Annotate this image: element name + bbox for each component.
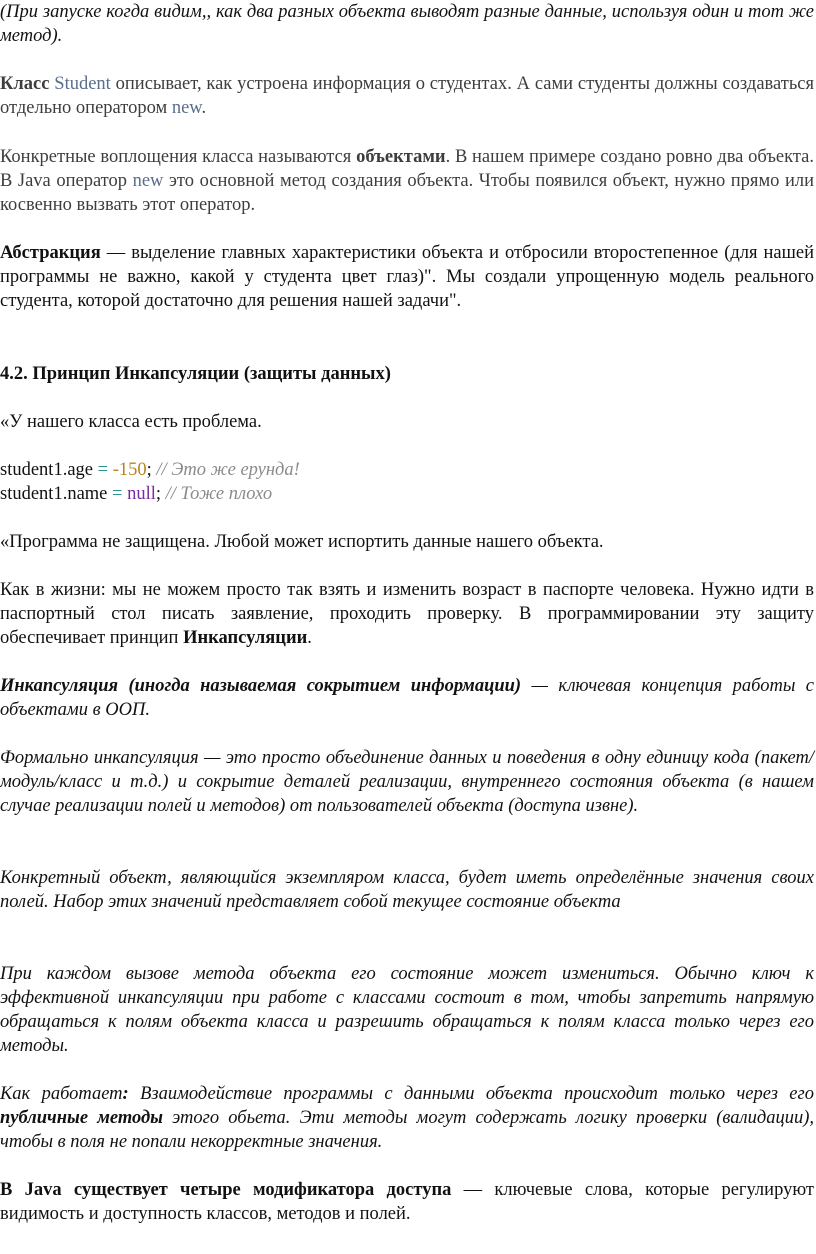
code-operator: =	[93, 460, 113, 480]
code-line-name	[0, 482, 300, 506]
objects-text-3: это основной метод создания объекта. Чтобы появился объект, нужно прямо или косвенно вызвать этот оператор.	[0, 171, 814, 215]
code-value-keyword: null	[127, 484, 156, 504]
abstraction-paragraph	[0, 241, 814, 313]
public-methods-term: публичные методы	[0, 1108, 164, 1128]
abstraction-text: — выделение главных характеристики объекта и отбросили второстепенное (для нашей программы не важно, какой у студента цвет глаз)". Мы создали упрощенную модель реального студента, которой достаточно для решения нашей задачи".	[0, 243, 814, 311]
code-field: .name	[62, 484, 108, 504]
how-it-works-text-2: этого обьета. Эти методы могут содержать логику проверки (валидации), чтобы в поля не попали некорректные значения.	[0, 1108, 815, 1152]
code-comment: // Это же ерунда!	[151, 460, 300, 480]
formal-paragraph: Формально инкапсуляция — это просто объединение данных и поведения в одну единицу кода (пакет/модуль/класс и т.д.) и сокрытие деталей реализации, внутреннего состояния объекта (в нашем случае реализации полей и методов) от пользователей объекта (доступа извне).	[0, 748, 814, 816]
code-field: .age	[62, 460, 94, 480]
access-modifiers-term: В Java существует четыре модификатора доступа	[0, 1180, 452, 1200]
encapsulation-definition	[0, 674, 814, 722]
class-name-code: Student	[54, 74, 111, 94]
how-it-works-label: Как работает	[0, 1084, 123, 1104]
unprotected-paragraph: «Программа не защищена. Любой может испортить данные нашего объекта.	[0, 532, 604, 552]
access-modifiers-paragraph	[0, 1178, 814, 1226]
new-keyword-code-2: new	[132, 171, 164, 191]
class-term: Класс	[0, 74, 50, 94]
passport-text-end: .	[307, 628, 312, 648]
code-object: student1	[0, 460, 63, 480]
abstraction-term: Абстракция	[0, 243, 101, 263]
encapsulation-definition-text: — ключевая концепция работы с объектами в ООП.	[0, 676, 814, 720]
code-semicolon: ;	[155, 484, 161, 504]
class-text: описывает, как устроена информация о студентах. А сами студенты должны создаваться отдельно оператором	[0, 74, 814, 118]
method-call-paragraph: При каждом вызове метода объекта его состояние может измениться. Обычно ключ к эффективной инкапсуляции при работе с классами состоит в том, чтобы запретить напрямую обращаться к полям объекта класса и разрешить обращаться к полям класса только через его методы.	[0, 964, 814, 1056]
access-modifiers-text: — ключевые слова, которые регулируют видимость и доступность классов, методов и полей.	[0, 1180, 814, 1224]
how-it-works-text-1: Взаимодействие программы с данными объекта происходит только через его	[128, 1084, 814, 1104]
code-block	[0, 458, 300, 506]
objects-paragraph	[0, 145, 814, 217]
code-value-number: -150	[112, 460, 147, 480]
state-paragraph: Конкретный объект, являющийся экземпляром класса, будет иметь определённые значения своих полей. Набор этих значений представляет собой текущее состояние объекта	[0, 868, 814, 912]
intro-note: (При запуске когда видим,, как два разных объекта выводят разные данные, используя один и тот же метод).	[0, 2, 814, 46]
encapsulation-definition-term: Инкапсуляция (иногда называемая сокрытием информации)	[0, 676, 522, 696]
section-heading: 4.2. Принцип Инкапсуляции (защиты данных)	[0, 364, 391, 384]
how-it-works-colon: :	[122, 1084, 129, 1104]
class-paragraph	[0, 72, 814, 120]
code-semicolon: ;	[146, 460, 152, 480]
how-it-works-paragraph	[0, 1082, 814, 1154]
code-object: student1	[0, 484, 63, 504]
code-operator: =	[107, 484, 128, 504]
problem-intro: «У нашего класса есть проблема.	[0, 412, 262, 432]
passport-paragraph	[0, 578, 814, 650]
encapsulation-term: Инкапсуляции	[183, 628, 308, 648]
code-line-age	[0, 458, 300, 482]
objects-text-2: . В нашем примере создано ровно два объекта. В Java оператор	[0, 147, 815, 191]
code-comment: // Тоже плохо	[161, 484, 273, 504]
class-text-end: .	[201, 98, 207, 118]
passport-text: Как в жизни: мы не можем просто так взять и изменить возраст в паспорте человека. Нужно идти в паспортный стол писать заявление, проходить проверку. В программировании эту защиту обеспечивает принцип	[0, 580, 814, 648]
objects-term: объектами	[356, 147, 446, 167]
new-keyword-code: new	[171, 98, 202, 118]
objects-text-1: Конкретные воплощения класса называются	[0, 147, 357, 167]
